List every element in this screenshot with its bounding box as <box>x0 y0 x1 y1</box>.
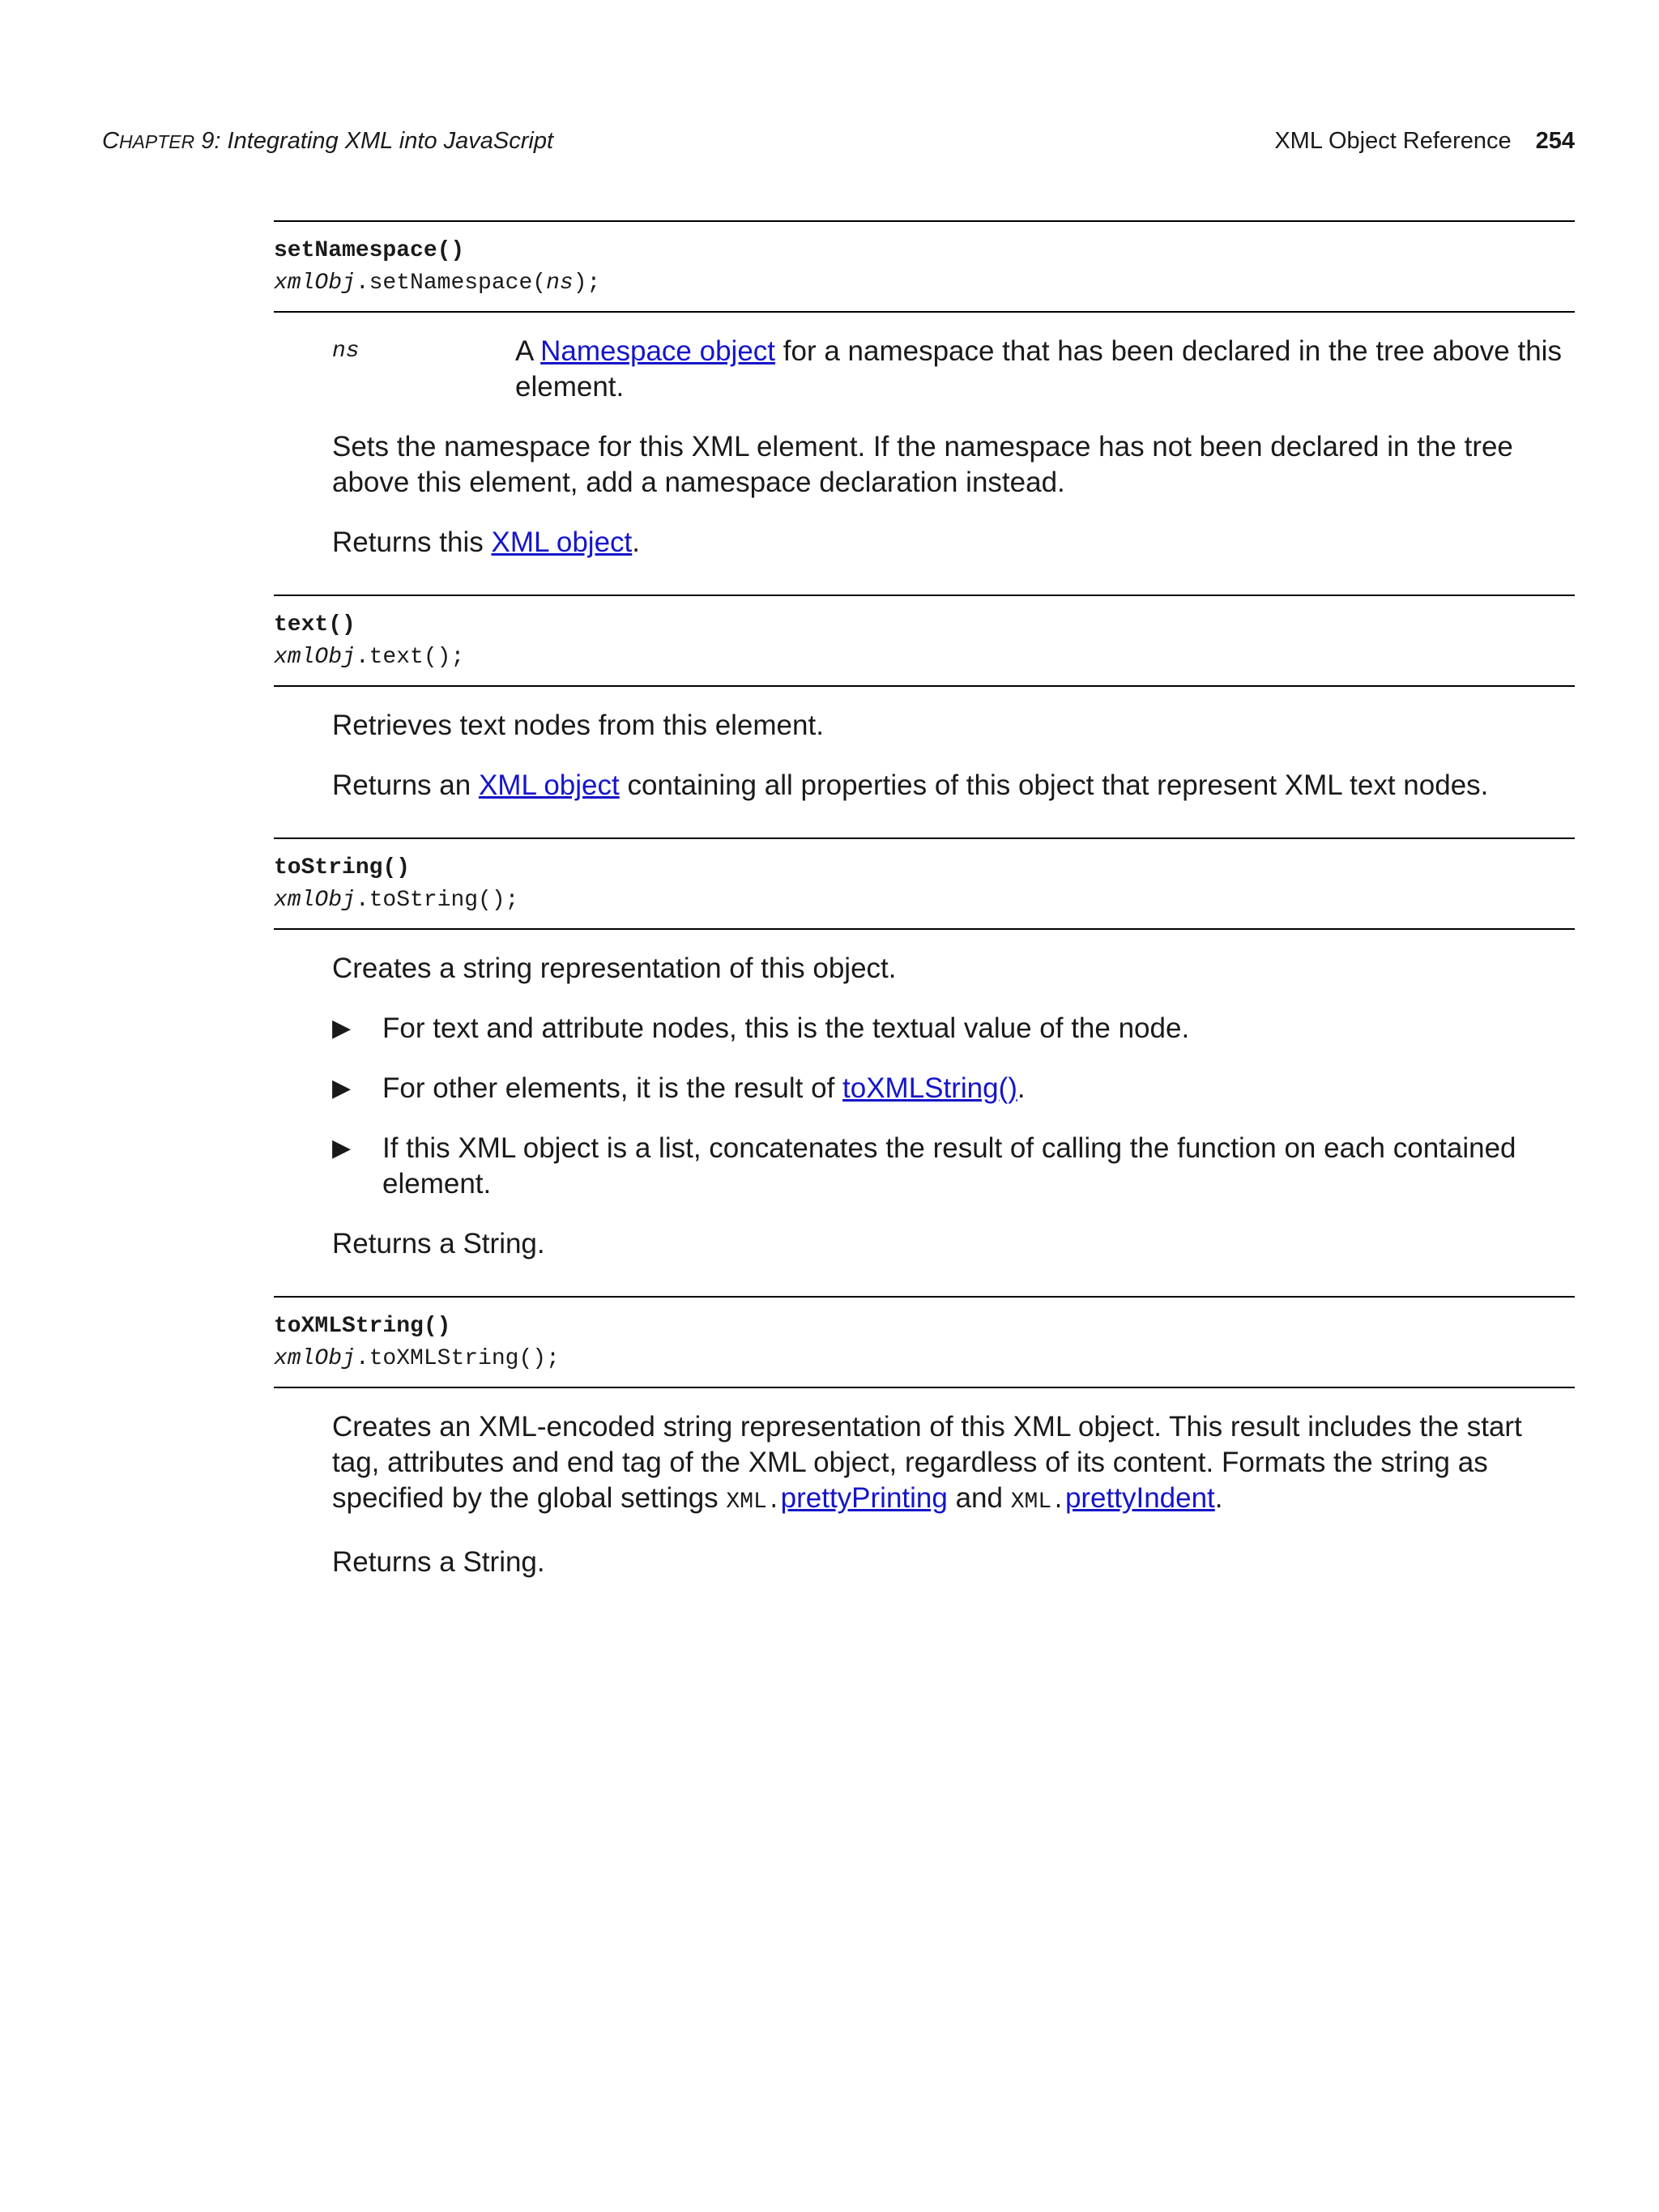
call-object: xmlObj <box>274 888 356 913</box>
method-call <box>274 641 1575 674</box>
method-signature-setnamespace <box>274 222 1575 311</box>
param-post: for a namespace that has been declared in the tree above this element. <box>515 335 1562 403</box>
method-body-text <box>274 687 1575 837</box>
method-signature-toxmlstring <box>274 1298 1575 1387</box>
method-description <box>332 1409 1575 1520</box>
method-name: text() <box>274 612 356 637</box>
method-returns <box>332 768 1575 803</box>
prettyindent-link[interactable]: prettyIndent <box>1064 1482 1215 1514</box>
method-returns: Returns a String. <box>332 1228 545 1259</box>
method-call <box>274 884 1575 917</box>
toxmlstring-link[interactable]: toXMLString() <box>842 1072 1017 1104</box>
bullet-icon: ▶ <box>332 1075 352 1102</box>
method-name: toString() <box>274 855 411 880</box>
chapter-title <box>102 128 553 155</box>
method-description: Retrieves text nodes from this element. <box>332 710 824 741</box>
returns-post: . <box>632 526 640 558</box>
namespace-object-link[interactable]: Namespace object <box>540 335 776 367</box>
param-row <box>332 334 1575 405</box>
returns-pre: Returns this <box>332 526 492 558</box>
bullet-text: For text and attribute nodes, this is the textual value of the node. <box>382 1012 1190 1044</box>
call-rest: .toString(); <box>355 888 519 913</box>
header-right <box>1274 128 1575 155</box>
list-item <box>332 1011 1575 1046</box>
bullet-pre: For other elements, it is the result of <box>382 1072 843 1104</box>
returns-post: containing all properties of this object that represent XML text nodes. <box>619 769 1489 801</box>
method-description: Creates a string representation of this object. <box>332 953 897 984</box>
prettyprinting-link[interactable]: prettyPrinting <box>780 1482 948 1514</box>
bullet-text: If this XML object is a list, concatenates the result of calling the function on each contained element. <box>382 1132 1516 1200</box>
returns-pre: Returns an <box>332 769 479 801</box>
param-pre: A <box>515 335 541 367</box>
call-close: ); <box>573 271 601 296</box>
method-returns: Returns a String. <box>332 1546 545 1578</box>
xml-object-link[interactable]: XML object <box>491 526 633 558</box>
method-description: Sets the namespace for this XML element. If the namespace has not been declared in the tree above this element, add a namespace declaration instead. <box>332 431 1513 498</box>
call-arg: ns <box>546 271 574 296</box>
bullet-icon: ▶ <box>332 1135 352 1161</box>
call-rest: .toXMLString(); <box>355 1346 560 1371</box>
desc-mid: and <box>947 1482 1011 1514</box>
section-title: XML Object Reference <box>1274 128 1512 154</box>
method-signature-text <box>274 596 1575 685</box>
reference-content <box>274 220 1575 1614</box>
call-object: xmlObj <box>274 1346 356 1371</box>
method-call <box>274 1343 1575 1375</box>
page-number: 254 <box>1535 128 1575 154</box>
bullet-post: . <box>1017 1072 1026 1104</box>
method-name: setNamespace() <box>274 238 465 263</box>
chapter-rest: 9: Integrating XML into JavaScript <box>194 128 554 154</box>
xml-object-link[interactable]: XML object <box>478 769 620 801</box>
method-body-toxmlstring <box>274 1388 1575 1614</box>
chapter-prefix-big: C <box>102 128 119 154</box>
code-xml: XML. <box>1010 1490 1065 1515</box>
chapter-prefix-small: HAPTER <box>118 131 195 152</box>
call-object: xmlObj <box>274 645 356 670</box>
call-open: .setNamespace( <box>355 271 547 296</box>
call-rest: .text(); <box>355 645 465 670</box>
method-body-setnamespace <box>274 313 1575 595</box>
call-object: xmlObj <box>274 271 356 296</box>
bullet-icon: ▶ <box>332 1015 352 1042</box>
method-body-tostring <box>274 930 1575 1296</box>
desc-pre: Creates an XML-encoded string representation of this XML object. This result includes the start tag, attributes and end tag of the XML object, regardless of its content. Formats the string as specified by the global settings <box>332 1411 1522 1514</box>
param-name: ns <box>332 339 360 364</box>
code-xml: XML. <box>726 1490 781 1515</box>
method-signature-tostring <box>274 839 1575 928</box>
list-item <box>332 1131 1575 1202</box>
list-item <box>332 1071 1575 1106</box>
method-call <box>274 267 1575 300</box>
method-name: toXMLString() <box>274 1314 451 1339</box>
param-desc <box>515 334 1575 405</box>
method-returns <box>332 525 1575 560</box>
bullet-text <box>382 1071 1575 1106</box>
desc-post: . <box>1214 1482 1223 1514</box>
page-header <box>102 128 1575 160</box>
